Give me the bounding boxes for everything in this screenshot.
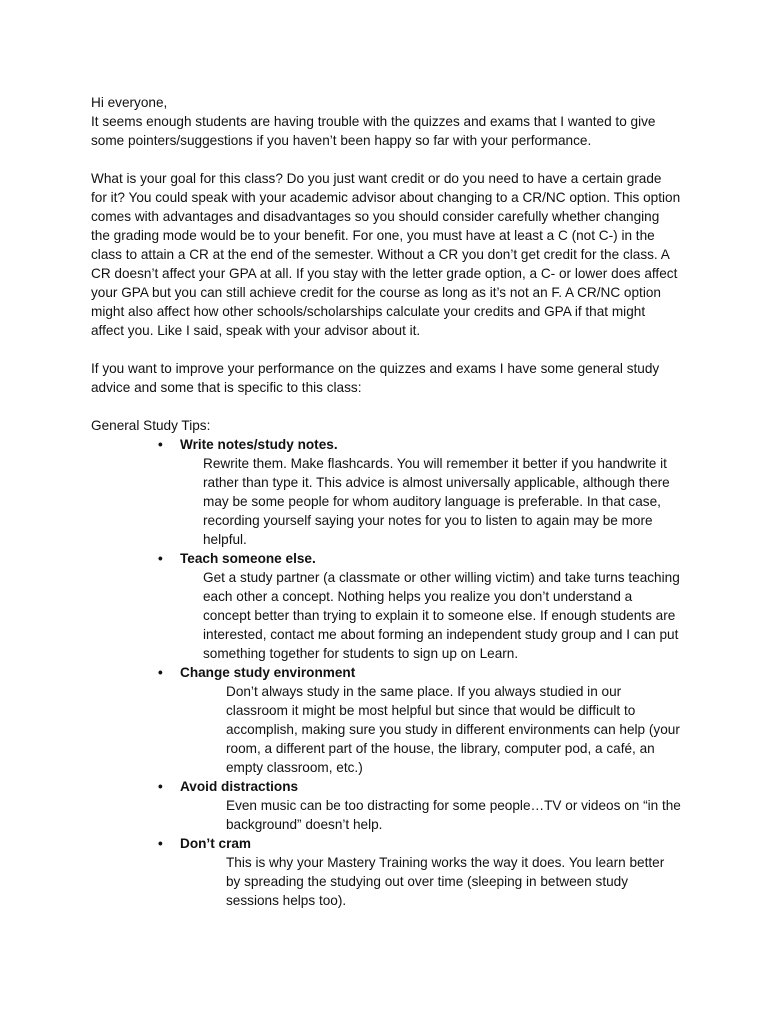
- opening-paragraph: [91, 93, 681, 150]
- tip-body: This is why your Mastery Training works the way it does. You learn better by spreading the studying out over time (sleeping in between study sessions helps too).: [226, 855, 665, 908]
- bullet-icon: •: [158, 665, 163, 680]
- tip-item-notes: [91, 435, 681, 549]
- tip-title: Change study environment: [180, 665, 356, 680]
- study-tips-list: [91, 435, 681, 910]
- tip-body: Even music can be too distracting for some people…TV or videos on “in the background” doesn’t help.: [226, 798, 681, 832]
- document-body: [91, 93, 681, 910]
- bullet-icon: •: [158, 779, 163, 794]
- bullet-icon: •: [158, 437, 163, 452]
- improvement-text: If you want to improve your performance on the quizzes and exams I have some general study advice and some that is specific to this class:: [91, 361, 660, 395]
- bullet-icon: •: [158, 836, 163, 851]
- grading-option-paragraph: [91, 169, 681, 340]
- tip-title: Write notes/study notes.: [180, 437, 338, 452]
- tip-item-environment: [91, 663, 681, 777]
- tips-heading: General Study Tips:: [91, 418, 211, 433]
- improvement-paragraph: [91, 359, 681, 397]
- tip-title: Avoid distractions: [180, 779, 299, 794]
- tip-item-teach: [91, 549, 681, 663]
- intro-text: It seems enough students are having trouble with the quizzes and exams that I wanted to give some pointers/suggestions if you haven’t been happy so far with your performance.: [91, 114, 656, 148]
- tip-title: Don’t cram: [180, 836, 252, 851]
- tip-body: Don’t always study in the same place. If you always studied in our classroom it might be most helpful but since that would be difficult to accomplish, making sure you study in different environments can help (your room, a different part of the house, the library, computer pod, a café, an empty classroom, etc.): [226, 684, 680, 775]
- tip-body: Get a study partner (a classmate or other willing victim) and take turns teaching each other a concept. Nothing helps you realize you don’t understand a concept better than trying to explain it to someone else. If enough students are interested, contact me about forming an independent study group and I can put something together for students to sign up on Learn.: [203, 570, 680, 661]
- tip-title: Teach someone else.: [180, 551, 316, 566]
- tip-body: Rewrite them. Make flashcards. You will remember it better if you handwrite it rather than type it. This advice is almost universally applicable, although there may be some people for whom auditory language is preferable. In that case, recording yourself saying your notes for you to listen to again may be more helpful.: [203, 456, 670, 547]
- greeting-line: Hi everyone,: [91, 95, 168, 110]
- tip-item-cram: [91, 834, 681, 910]
- bullet-icon: •: [158, 551, 163, 566]
- tip-item-distractions: [91, 777, 681, 834]
- grading-option-text: What is your goal for this class? Do you just want credit or do you need to have a certain grade for it? You could speak with your academic advisor about changing to a CR/NC option. This option comes with advantages and disadvantages so you should consider carefully whether changing the grading mode would be to your benefit. For one, you must have at least a C (not C-) in the class to attain a CR at the end of the semester. Without a CR you don’t get credit for the class. A CR doesn’t affect your GPA at all. If you stay with the letter grade option, a C- or lower does affect your GPA but you can still achieve credit for the course as long as it’s not an F. A CR/NC option might also affect how other schools/scholarships calculate your credits and GPA if that might affect you. Like I said, speak with your advisor about it.: [91, 171, 681, 338]
